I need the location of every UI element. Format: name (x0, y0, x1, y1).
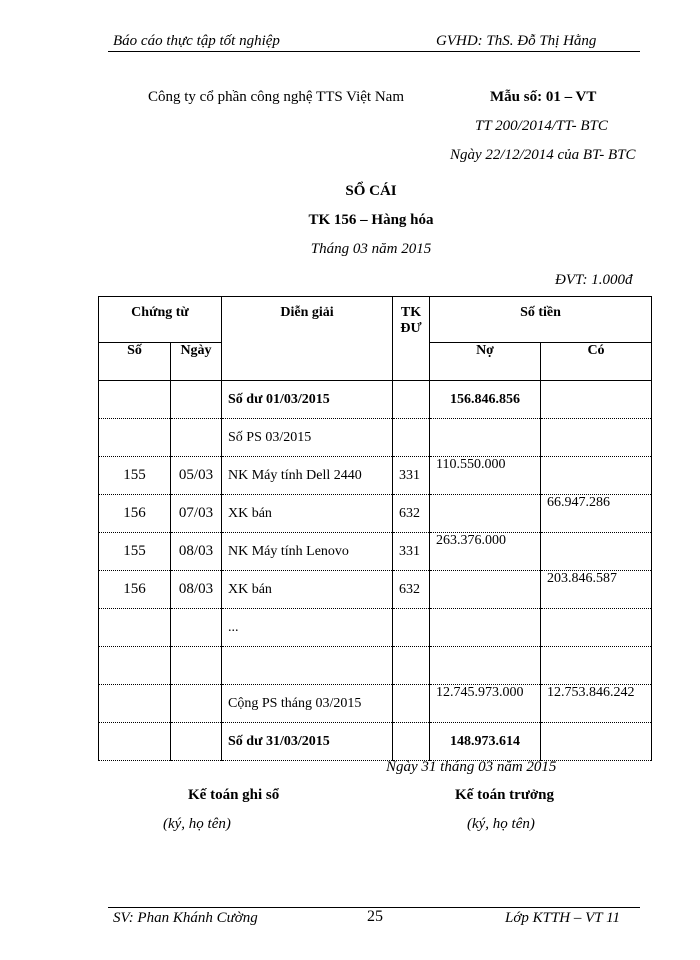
cell-description (222, 647, 393, 685)
bookkeeper-title: Kế toán ghi sổ (188, 787, 280, 803)
cell-debit (430, 571, 541, 609)
cell-description: Số dư 31/03/2015 (222, 723, 393, 761)
header-divider (108, 51, 640, 52)
table-row (99, 457, 652, 495)
cell-debit (430, 647, 541, 685)
ledger-table (98, 296, 652, 761)
cell-tk-du (393, 381, 430, 419)
cell-voucher-date: 08/03 (171, 533, 222, 571)
account-title: TK 156 – Hàng hóa (308, 212, 434, 228)
company-name: Công ty cổ phần công nghệ TTS Việt Nam (148, 89, 405, 105)
header-right: GVHD: ThS. Đỗ Thị Hằng (436, 33, 597, 49)
cell-voucher-number (99, 381, 171, 419)
table-row (99, 495, 652, 533)
cell-voucher-number (99, 685, 171, 723)
footer-student: SV: Phan Khánh Cường (113, 910, 258, 926)
cell-description: NK Máy tính Lenovo (222, 533, 393, 571)
cell-description: Số PS 03/2015 (222, 419, 393, 457)
cell-description: Số dư 01/03/2015 (222, 381, 393, 419)
cell-voucher-number: 156 (99, 571, 171, 609)
table-row (99, 571, 652, 609)
cell-voucher-number: 156 (99, 495, 171, 533)
cell-credit (541, 381, 652, 419)
cell-debit: 148.973.614 (430, 723, 541, 761)
cell-debit (430, 495, 541, 533)
cell-description: XK bán (222, 571, 393, 609)
ledger-title: SỔ CÁI (345, 183, 397, 199)
cell-debit: 12.745.973.000 (430, 685, 541, 723)
circular-date: Ngày 22/12/2014 của BT- BTC (450, 147, 636, 163)
table-row (99, 609, 652, 647)
cell-debit: 110.550.000 (430, 457, 541, 495)
cell-tk-du (393, 609, 430, 647)
cell-description: Cộng PS tháng 03/2015 (222, 685, 393, 723)
header-amount: Số tiền (430, 297, 652, 343)
period: Tháng 03 năm 2015 (310, 241, 432, 257)
table-row (99, 723, 652, 761)
cell-voucher-date (171, 381, 222, 419)
table-row (99, 533, 652, 571)
cell-tk-du: 632 (393, 571, 430, 609)
cell-debit: 263.376.000 (430, 533, 541, 571)
header-description: Diễn giải (222, 297, 393, 381)
cell-debit: 156.846.856 (430, 381, 541, 419)
cell-voucher-date: 08/03 (171, 571, 222, 609)
cell-voucher-date: 05/03 (171, 457, 222, 495)
header-debit: Nợ (430, 343, 541, 381)
cell-credit (541, 419, 652, 457)
cell-voucher-date (171, 723, 222, 761)
table-row (99, 647, 652, 685)
cell-voucher-number (99, 647, 171, 685)
cell-credit (541, 723, 652, 761)
cell-debit (430, 419, 541, 457)
cell-voucher-number (99, 609, 171, 647)
header-voucher: Chứng từ (99, 297, 222, 343)
cell-tk-du: 331 (393, 533, 430, 571)
cell-voucher-date (171, 419, 222, 457)
header-left: Báo cáo thực tập tốt nghiệp (113, 33, 280, 49)
cell-voucher-date (171, 685, 222, 723)
cell-debit (430, 609, 541, 647)
footer-class: Lớp KTTH – VT 11 (505, 910, 620, 926)
cell-tk-du (393, 647, 430, 685)
header-number: Số (99, 343, 171, 381)
cell-voucher-number (99, 723, 171, 761)
page-number: 25 (367, 908, 383, 925)
cell-credit (541, 647, 652, 685)
header-tk-du: TK ĐƯ (393, 297, 430, 381)
cell-voucher-date (171, 647, 222, 685)
form-number: Mẫu số: 01 – VT (490, 89, 597, 105)
chief-accountant-sign-note: (ký, họ tên) (467, 816, 535, 832)
cell-description: XK bán (222, 495, 393, 533)
cell-description: NK Máy tính Dell 2440 (222, 457, 393, 495)
cell-credit (541, 609, 652, 647)
circular-ref: TT 200/2014/TT- BTC (475, 118, 608, 134)
header-credit: Có (541, 343, 652, 381)
signature-date: Ngày 31 tháng 03 năm 2015 (386, 759, 557, 775)
cell-credit (541, 533, 652, 571)
cell-tk-du: 632 (393, 495, 430, 533)
cell-credit: 66.947.286 (541, 495, 652, 533)
cell-tk-du: 331 (393, 457, 430, 495)
unit-label: ĐVT: 1.000đ (555, 272, 633, 288)
cell-tk-du (393, 419, 430, 457)
chief-accountant-title: Kế toán trưởng (455, 787, 554, 803)
table-row (99, 419, 652, 457)
cell-voucher-date (171, 609, 222, 647)
table-row (99, 685, 652, 723)
cell-credit: 12.753.846.242 (541, 685, 652, 723)
header-date: Ngày (171, 343, 222, 381)
bookkeeper-sign-note: (ký, họ tên) (163, 816, 231, 832)
cell-voucher-number: 155 (99, 457, 171, 495)
cell-tk-du (393, 723, 430, 761)
cell-credit: 203.846.587 (541, 571, 652, 609)
cell-voucher-number: 155 (99, 533, 171, 571)
cell-voucher-date: 07/03 (171, 495, 222, 533)
cell-voucher-number (99, 419, 171, 457)
cell-credit (541, 457, 652, 495)
cell-tk-du (393, 685, 430, 723)
table-row (99, 381, 652, 419)
cell-description: ... (222, 609, 393, 647)
